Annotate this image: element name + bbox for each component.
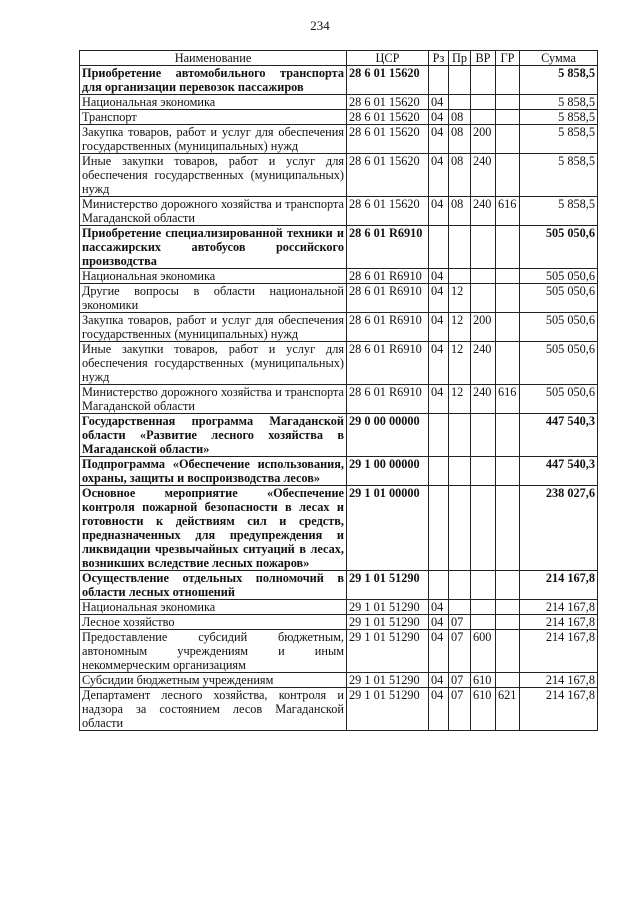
cell-rz: 04 <box>429 385 449 414</box>
cell-vr: 610 <box>471 673 496 688</box>
table-row <box>80 269 598 284</box>
cell-gr <box>496 284 520 313</box>
cell-pr <box>449 66 471 95</box>
cell-gr <box>496 571 520 600</box>
cell-pr <box>449 600 471 615</box>
cell-name: Национальная экономика <box>80 95 347 110</box>
cell-gr <box>496 110 520 125</box>
cell-gr <box>496 342 520 385</box>
table-row <box>80 313 598 342</box>
cell-gr: 616 <box>496 385 520 414</box>
table-row <box>80 414 598 457</box>
column-header-sum: Сумма <box>520 51 598 66</box>
table-row <box>80 154 598 197</box>
cell-csr: 29 1 01 51290 <box>347 600 429 615</box>
cell-vr <box>471 269 496 284</box>
table-row <box>80 630 598 673</box>
cell-vr <box>471 486 496 571</box>
page-number: 234 <box>310 18 330 33</box>
cell-rz: 04 <box>429 95 449 110</box>
cell-pr: 07 <box>449 630 471 673</box>
table-row <box>80 342 598 385</box>
cell-sum: 214 167,8 <box>520 688 598 731</box>
cell-pr <box>449 571 471 600</box>
cell-vr <box>471 600 496 615</box>
column-header-rz: Рз <box>429 51 449 66</box>
cell-name: Министерство дорожного хозяйства и транспорта Магаданской области <box>80 197 347 226</box>
cell-pr <box>449 226 471 269</box>
cell-gr <box>496 615 520 630</box>
cell-gr <box>496 154 520 197</box>
column-header-name: Наименование <box>80 51 347 66</box>
cell-name: Предоставление субсидий бюджетным, автономным учреждениям и иным некоммерческим организациям <box>80 630 347 673</box>
cell-sum: 5 858,5 <box>520 197 598 226</box>
table-row <box>80 615 598 630</box>
cell-pr: 07 <box>449 615 471 630</box>
cell-gr <box>496 600 520 615</box>
cell-csr: 28 6 01 15620 <box>347 110 429 125</box>
cell-pr: 12 <box>449 342 471 385</box>
cell-csr: 28 6 01 R6910 <box>347 385 429 414</box>
cell-sum: 447 540,3 <box>520 457 598 486</box>
cell-sum: 505 050,6 <box>520 284 598 313</box>
cell-sum: 214 167,8 <box>520 615 598 630</box>
table-row <box>80 284 598 313</box>
cell-vr <box>471 571 496 600</box>
cell-vr: 600 <box>471 630 496 673</box>
cell-rz: 04 <box>429 110 449 125</box>
cell-csr: 29 1 01 51290 <box>347 630 429 673</box>
cell-sum: 214 167,8 <box>520 630 598 673</box>
cell-sum: 505 050,6 <box>520 313 598 342</box>
cell-pr: 08 <box>449 110 471 125</box>
table-row <box>80 457 598 486</box>
cell-csr: 28 6 01 15620 <box>347 95 429 110</box>
cell-gr <box>496 414 520 457</box>
cell-vr <box>471 284 496 313</box>
cell-name: Приобретение специализированной техники и пассажирских автобусов российского производства <box>80 226 347 269</box>
cell-vr <box>471 95 496 110</box>
cell-rz <box>429 457 449 486</box>
cell-rz <box>429 486 449 571</box>
cell-rz: 04 <box>429 269 449 284</box>
cell-pr <box>449 95 471 110</box>
table-row <box>80 197 598 226</box>
cell-gr <box>496 457 520 486</box>
table-row <box>80 688 598 731</box>
cell-vr: 200 <box>471 313 496 342</box>
cell-pr: 08 <box>449 125 471 154</box>
cell-vr <box>471 414 496 457</box>
table-row <box>80 226 598 269</box>
cell-rz: 04 <box>429 615 449 630</box>
cell-sum: 505 050,6 <box>520 342 598 385</box>
cell-csr: 29 1 01 51290 <box>347 673 429 688</box>
cell-csr: 28 6 01 R6910 <box>347 269 429 284</box>
cell-pr <box>449 269 471 284</box>
table-row <box>80 673 598 688</box>
cell-gr <box>496 226 520 269</box>
cell-sum: 214 167,8 <box>520 673 598 688</box>
cell-name: Транспорт <box>80 110 347 125</box>
cell-csr: 29 1 01 51290 <box>347 688 429 731</box>
cell-csr: 29 0 00 00000 <box>347 414 429 457</box>
cell-pr <box>449 414 471 457</box>
table-row <box>80 95 598 110</box>
cell-name: Национальная экономика <box>80 600 347 615</box>
cell-vr: 200 <box>471 125 496 154</box>
cell-vr <box>471 615 496 630</box>
cell-vr: 610 <box>471 688 496 731</box>
cell-sum: 447 540,3 <box>520 414 598 457</box>
table-row <box>80 385 598 414</box>
cell-rz <box>429 571 449 600</box>
cell-rz: 04 <box>429 125 449 154</box>
cell-csr: 28 6 01 15620 <box>347 66 429 95</box>
table-row <box>80 571 598 600</box>
cell-sum: 5 858,5 <box>520 154 598 197</box>
cell-sum: 5 858,5 <box>520 110 598 125</box>
cell-name: Приобретение автомобильного транспорта для организации перевозок пассажиров <box>80 66 347 95</box>
cell-name: Основное мероприятие «Обеспечение контроля пожарной безопасности в лесах и готовности к действиям сил и средств, предназначенных для предупреждения и ликвидации чрезвычайных ситуаций в лесах, возникших вследствие лесных пожаров» <box>80 486 347 571</box>
cell-name: Закупка товаров, работ и услуг для обеспечения государственных (муниципальных) нужд <box>80 313 347 342</box>
cell-gr <box>496 66 520 95</box>
cell-csr: 28 6 01 R6910 <box>347 284 429 313</box>
table-body <box>80 66 598 731</box>
cell-name: Подпрограмма «Обеспечение использования, охраны, защиты и воспроизводства лесов» <box>80 457 347 486</box>
cell-gr: 621 <box>496 688 520 731</box>
cell-pr <box>449 457 471 486</box>
cell-name: Департамент лесного хозяйства, контроля и надзора за состоянием лесов Магаданской области <box>80 688 347 731</box>
cell-gr <box>496 125 520 154</box>
cell-rz <box>429 66 449 95</box>
cell-name: Государственная программа Магаданской области «Развитие лесного хозяйства в Магаданской области» <box>80 414 347 457</box>
cell-csr: 28 6 01 R6910 <box>347 226 429 269</box>
column-header-vr: ВР <box>471 51 496 66</box>
cell-csr: 28 6 01 15620 <box>347 154 429 197</box>
cell-sum: 214 167,8 <box>520 600 598 615</box>
cell-csr: 29 1 01 51290 <box>347 615 429 630</box>
table-row <box>80 600 598 615</box>
table-row <box>80 66 598 95</box>
cell-sum: 5 858,5 <box>520 125 598 154</box>
cell-name: Иные закупки товаров, работ и услуг для обеспечения государственных (муниципальных) нужд <box>80 154 347 197</box>
table-row <box>80 125 598 154</box>
cell-csr: 28 6 01 R6910 <box>347 342 429 385</box>
cell-vr: 240 <box>471 197 496 226</box>
cell-name: Национальная экономика <box>80 269 347 284</box>
cell-pr: 07 <box>449 688 471 731</box>
cell-vr: 240 <box>471 342 496 385</box>
cell-sum: 5 858,5 <box>520 95 598 110</box>
table-row <box>80 486 598 571</box>
cell-sum: 5 858,5 <box>520 66 598 95</box>
cell-rz: 04 <box>429 673 449 688</box>
cell-vr: 240 <box>471 154 496 197</box>
cell-pr: 08 <box>449 197 471 226</box>
cell-name: Иные закупки товаров, работ и услуг для обеспечения государственных (муниципальных) нужд <box>80 342 347 385</box>
cell-name: Субсидии бюджетным учреждениям <box>80 673 347 688</box>
cell-rz: 04 <box>429 197 449 226</box>
cell-rz <box>429 414 449 457</box>
cell-pr: 12 <box>449 385 471 414</box>
cell-csr: 29 1 01 00000 <box>347 486 429 571</box>
cell-name: Закупка товаров, работ и услуг для обеспечения государственных (муниципальных) нужд <box>80 125 347 154</box>
cell-name: Министерство дорожного хозяйства и транспорта Магаданской области <box>80 385 347 414</box>
cell-rz: 04 <box>429 284 449 313</box>
cell-vr: 240 <box>471 385 496 414</box>
cell-rz: 04 <box>429 688 449 731</box>
cell-vr <box>471 110 496 125</box>
cell-name: Другие вопросы в области национальной экономики <box>80 284 347 313</box>
cell-pr: 12 <box>449 284 471 313</box>
cell-gr: 616 <box>496 197 520 226</box>
cell-csr: 28 6 01 R6910 <box>347 313 429 342</box>
cell-sum: 238 027,6 <box>520 486 598 571</box>
cell-gr <box>496 486 520 571</box>
cell-name: Осуществление отдельных полномочий в области лесных отношений <box>80 571 347 600</box>
table-header-row <box>80 51 598 66</box>
cell-pr: 07 <box>449 673 471 688</box>
table-row <box>80 110 598 125</box>
cell-vr <box>471 226 496 269</box>
cell-rz: 04 <box>429 630 449 673</box>
cell-sum: 505 050,6 <box>520 385 598 414</box>
cell-gr <box>496 313 520 342</box>
cell-pr: 08 <box>449 154 471 197</box>
cell-csr: 28 6 01 15620 <box>347 125 429 154</box>
cell-csr: 29 1 01 51290 <box>347 571 429 600</box>
cell-pr: 12 <box>449 313 471 342</box>
cell-sum: 505 050,6 <box>520 269 598 284</box>
cell-vr <box>471 457 496 486</box>
cell-csr: 28 6 01 15620 <box>347 197 429 226</box>
cell-gr <box>496 630 520 673</box>
cell-gr <box>496 269 520 284</box>
cell-rz: 04 <box>429 154 449 197</box>
column-header-gr: ГР <box>496 51 520 66</box>
cell-rz: 04 <box>429 313 449 342</box>
cell-rz: 04 <box>429 600 449 615</box>
column-header-pr: Пр <box>449 51 471 66</box>
column-header-csr: ЦСР <box>347 51 429 66</box>
cell-sum: 505 050,6 <box>520 226 598 269</box>
cell-gr <box>496 95 520 110</box>
budget-table <box>79 50 598 731</box>
cell-name: Лесное хозяйство <box>80 615 347 630</box>
cell-gr <box>496 673 520 688</box>
cell-rz <box>429 226 449 269</box>
cell-pr <box>449 486 471 571</box>
cell-vr <box>471 66 496 95</box>
cell-rz: 04 <box>429 342 449 385</box>
cell-sum: 214 167,8 <box>520 571 598 600</box>
cell-csr: 29 1 00 00000 <box>347 457 429 486</box>
